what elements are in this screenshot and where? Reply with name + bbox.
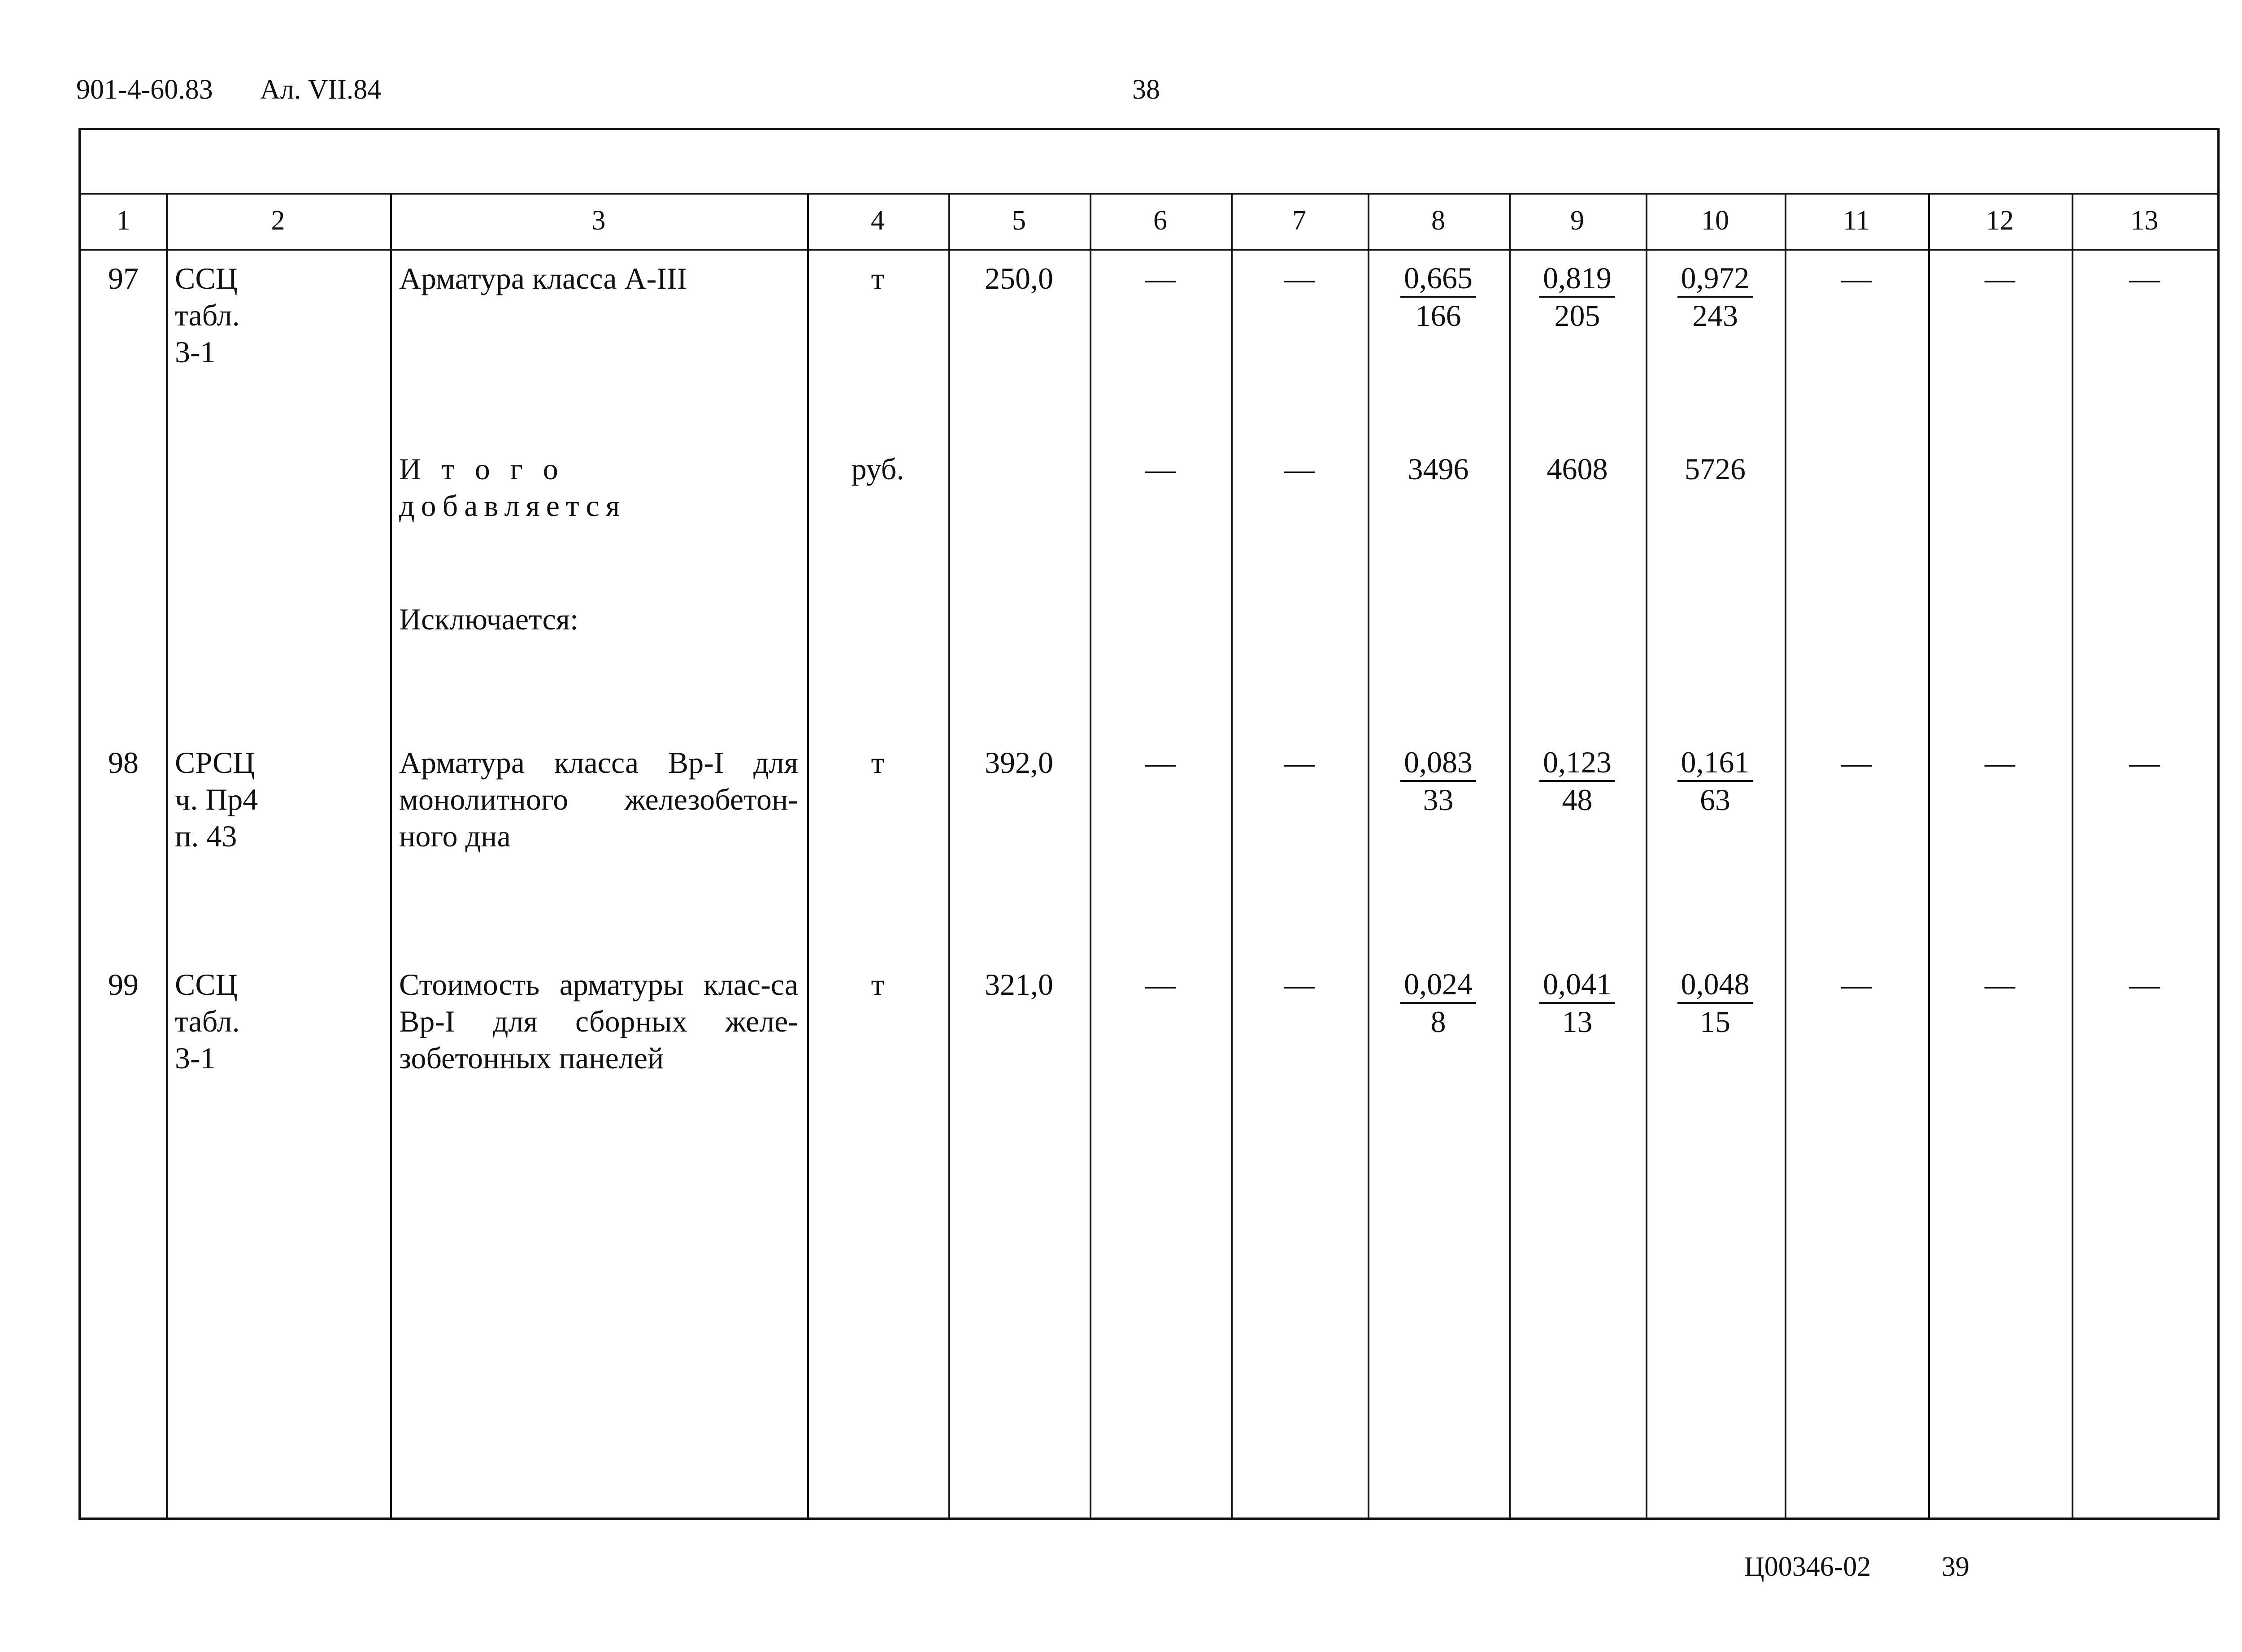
column-divider <box>1509 193 1511 1518</box>
footer-sheet-number: 39 <box>1942 1552 1969 1582</box>
fraction-denominator: 33 <box>1423 783 1454 817</box>
dash-cell: — <box>1284 452 1315 486</box>
column-divider <box>1368 193 1369 1518</box>
column-number: 4 <box>871 205 885 236</box>
item-description: Арматура класса А-III <box>399 261 687 295</box>
dash-cell: — <box>1284 261 1315 295</box>
column-number: 5 <box>1012 205 1026 236</box>
dash-cell: — <box>2129 746 2160 780</box>
row-number: 99 <box>108 967 139 1002</box>
fraction-numerator: 0,123 <box>1539 744 1615 782</box>
column-number-row <box>81 193 2217 251</box>
unit: руб. <box>851 452 904 486</box>
source-reference: 3-1 <box>175 1041 216 1075</box>
source-reference: табл. <box>175 1004 240 1038</box>
album-label: Ал. VII.84 <box>260 74 382 105</box>
column-number: 13 <box>2130 205 2159 236</box>
dash-cell: — <box>1985 967 2015 1002</box>
fraction-value <box>1646 260 1785 334</box>
row-number: 97 <box>108 261 139 295</box>
fraction-value <box>1509 744 1646 818</box>
unit: т <box>871 261 885 295</box>
fraction-value <box>1646 744 1785 818</box>
item-description: Исключается: <box>399 602 578 636</box>
dash-cell: — <box>1841 746 1872 780</box>
fraction-denominator: 13 <box>1562 1005 1593 1039</box>
fraction-value <box>1646 966 1785 1040</box>
column-number: 7 <box>1292 205 1306 236</box>
column-number: 2 <box>271 205 285 236</box>
dash-cell: — <box>1841 967 1872 1002</box>
row-number: 98 <box>108 746 139 780</box>
source-reference: ССЦ <box>175 967 238 1002</box>
column-number: 12 <box>1986 205 2014 236</box>
fraction-numerator: 0,972 <box>1677 260 1753 298</box>
dash-cell: — <box>1985 746 2015 780</box>
column-divider <box>1785 193 1786 1518</box>
unit-price: 392,0 <box>985 746 1053 780</box>
item-description: Стоимость арматуры клас-са Вр-I для сборных желе-зобетонных панелей <box>399 967 798 1075</box>
column-number: 3 <box>591 205 606 236</box>
unit: т <box>871 746 885 780</box>
fraction-numerator: 0,024 <box>1400 966 1476 1004</box>
page-number: 38 <box>1132 74 1160 105</box>
column-number: 10 <box>1701 205 1729 236</box>
column-number: 8 <box>1431 205 1445 236</box>
source-reference: табл. <box>175 298 240 332</box>
column-number: 9 <box>1570 205 1584 236</box>
column-divider <box>807 193 809 1518</box>
table-frame <box>78 128 2220 1520</box>
fraction-value <box>1368 260 1509 334</box>
source-reference: ССЦ <box>175 261 238 295</box>
column-divider <box>1646 193 1647 1518</box>
fraction-value <box>1368 744 1509 818</box>
footer-code: Ц00346-02 <box>1744 1552 1871 1582</box>
table-header-band <box>81 130 2217 195</box>
fraction-numerator: 0,083 <box>1400 744 1476 782</box>
column-number: 1 <box>116 205 130 236</box>
dash-cell: — <box>1284 967 1315 1002</box>
fraction-denominator: 166 <box>1415 299 1461 333</box>
dash-cell: — <box>1145 967 1176 1002</box>
item-description: И т о г о добавляется <box>399 452 626 523</box>
fraction-denominator: 8 <box>1430 1005 1446 1039</box>
fraction-value <box>1509 260 1646 334</box>
fraction-denominator: 243 <box>1692 299 1738 333</box>
column-divider <box>948 193 950 1518</box>
dash-cell: — <box>1284 746 1315 780</box>
total-value: 4608 <box>1547 452 1608 486</box>
dash-cell: — <box>1841 261 1872 295</box>
source-reference: СРСЦ <box>175 746 255 780</box>
dash-cell: — <box>1145 261 1176 295</box>
column-divider <box>1928 193 1930 1518</box>
fraction-denominator: 15 <box>1700 1005 1730 1039</box>
unit-price: 250,0 <box>985 261 1053 295</box>
dash-cell: — <box>1145 746 1176 780</box>
fraction-numerator: 0,819 <box>1539 260 1615 298</box>
fraction-denominator: 63 <box>1700 783 1730 817</box>
fraction-numerator: 0,665 <box>1400 260 1476 298</box>
fraction-denominator: 48 <box>1562 783 1593 817</box>
column-number: 11 <box>1843 205 1870 236</box>
unit-price: 321,0 <box>985 967 1053 1002</box>
source-reference: 3-1 <box>175 335 216 369</box>
dash-cell: — <box>1985 261 2015 295</box>
fraction-numerator: 0,048 <box>1677 966 1753 1004</box>
dash-cell: — <box>2129 261 2160 295</box>
total-value: 5726 <box>1685 452 1746 486</box>
column-number: 6 <box>1153 205 1167 236</box>
column-divider <box>166 193 168 1518</box>
column-divider <box>390 193 392 1518</box>
column-divider <box>1090 193 1091 1518</box>
total-value: 3496 <box>1408 452 1469 486</box>
fraction-value <box>1509 966 1646 1040</box>
source-reference: ч. Пр4 <box>175 782 258 816</box>
dash-cell: — <box>1145 452 1176 486</box>
column-divider <box>2072 193 2073 1518</box>
dash-cell: — <box>2129 967 2160 1002</box>
fraction-numerator: 0,161 <box>1677 744 1753 782</box>
unit: т <box>871 967 885 1002</box>
fraction-numerator: 0,041 <box>1539 966 1615 1004</box>
fraction-denominator: 205 <box>1554 299 1600 333</box>
item-description: Арматура класса Вр-I для монолитного железобетон-ного дна <box>399 746 798 853</box>
source-reference: п. 43 <box>175 819 237 853</box>
document-code: 901-4-60.83 <box>76 74 213 105</box>
fraction-value <box>1368 966 1509 1040</box>
column-divider <box>1231 193 1233 1518</box>
